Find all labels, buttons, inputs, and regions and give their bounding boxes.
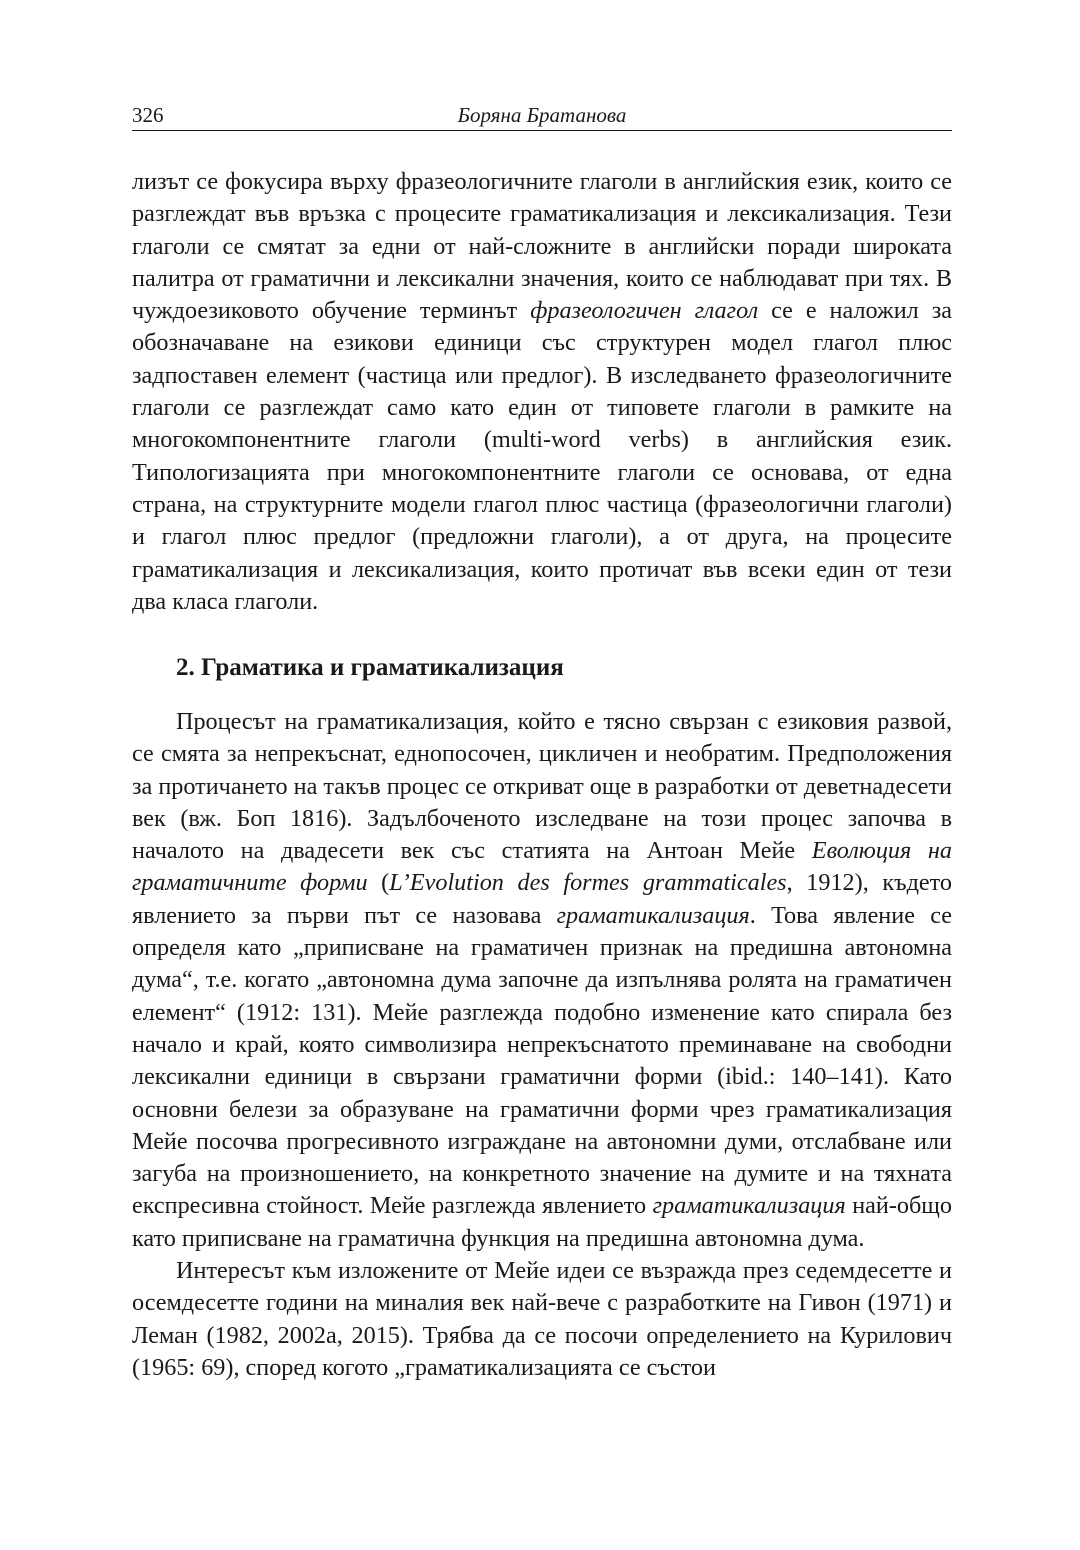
paragraph-text: Процесът на граматикализация, който е тясно свързан с езиковия развой, се смята за непрекъснат, еднопосочен, цикличен и необратим. Предположения за протичането на такъв процес се откриват още в разработки от деветнадесети век (вж. Боп 1816). Задълбоченото изследване на този процес започва в началото на двадесети век със статията на Антоан Мейе: [132, 708, 952, 865]
section-body: [132, 706, 952, 1384]
italic-title: Еволюция на граматичните форми: [132, 837, 952, 897]
running-header: [132, 100, 952, 131]
paragraph: [132, 706, 952, 1255]
paragraph-text: се е наложил за обозначаване на езикови единици със структурен модел глагол плюс задпоставен елемент (частица или предлог). В изследването фразеологичните глаголи се разглеждат само като един от типовете глаголи в рамките на многокомпонентните глаголи (multi-word verbs) в английския език. Типологизацията при многокомпонентните глаголи се основава, от една страна, на структурните модели глагол плюс частица (фразеологични глаголи) и глагол плюс предлог (предложни глаголи), а от друга, на процесите граматикализация и лексикализация, които протичат във всеки един от тези два класа глаголи.: [132, 297, 952, 615]
italic-term: граматикализация: [652, 1192, 846, 1220]
running-title-author: Боряна Братанова: [457, 103, 627, 127]
italic-term: фразеологичен глагол: [530, 297, 759, 325]
italic-title-french: L’Evolution des formes grammaticales: [389, 869, 787, 897]
paragraph-text: лизът се фокусира върху фразеологичните глаголи в английския език, които се разглеждат във връзка с процесите граматикализация и лексикализация. Тези глаголи се смятат за едни от най-сложните в английски поради широката палитра от граматични и лексикални значения, които се наблюдават при тях. В чуждоезиковото обучение терминът: [132, 168, 952, 325]
paragraph-continued: [132, 166, 952, 618]
section-heading: 2. Граматика и граматикализация: [176, 654, 564, 681]
paragraph-text: , 1912), където явлението за първи път се назовава: [132, 869, 953, 929]
paragraph-text: най-общо като приписване на граматична функция на предишна автономна дума.: [132, 1192, 952, 1252]
paragraph-text: . Това явление се определя като „приписване на граматичен признак на предишна автономна дума“, т.е. когато „автономна дума започне да изпълнява ролята на граматичен елемент“ (1912: 131). Мейе разглежда подобно изменение като спирала без начало и край, която символизира непрекъснатото преминаване на свободни лексикални единици в свързани граматични форми (ibid.: 140–141). Като основни белези за образуване на граматични форми чрез граматикализация Мейе посочва прогресивното изграждане на автономни думи, отслабване или загуба на произношението, на конкретното значение на думите и на тяхната експресивна стойност. Мейе разглежда явлението: [132, 901, 952, 1220]
paragraph-text: (: [367, 869, 390, 897]
paragraph: Интересът към изложените от Мейе идеи се възражда през седемдесетте и осемдесетте години на миналия век най-вече с разработките на Гивон (1971) и Леман (1982, 2002а, 2015). Трябва да се посочи определението на Курилович (1965: 69), според когото „граматикализацията се състои: [132, 1257, 952, 1381]
italic-term: граматикализация: [556, 901, 750, 929]
page-number: 326: [132, 103, 164, 127]
body-text-top: [132, 166, 952, 618]
